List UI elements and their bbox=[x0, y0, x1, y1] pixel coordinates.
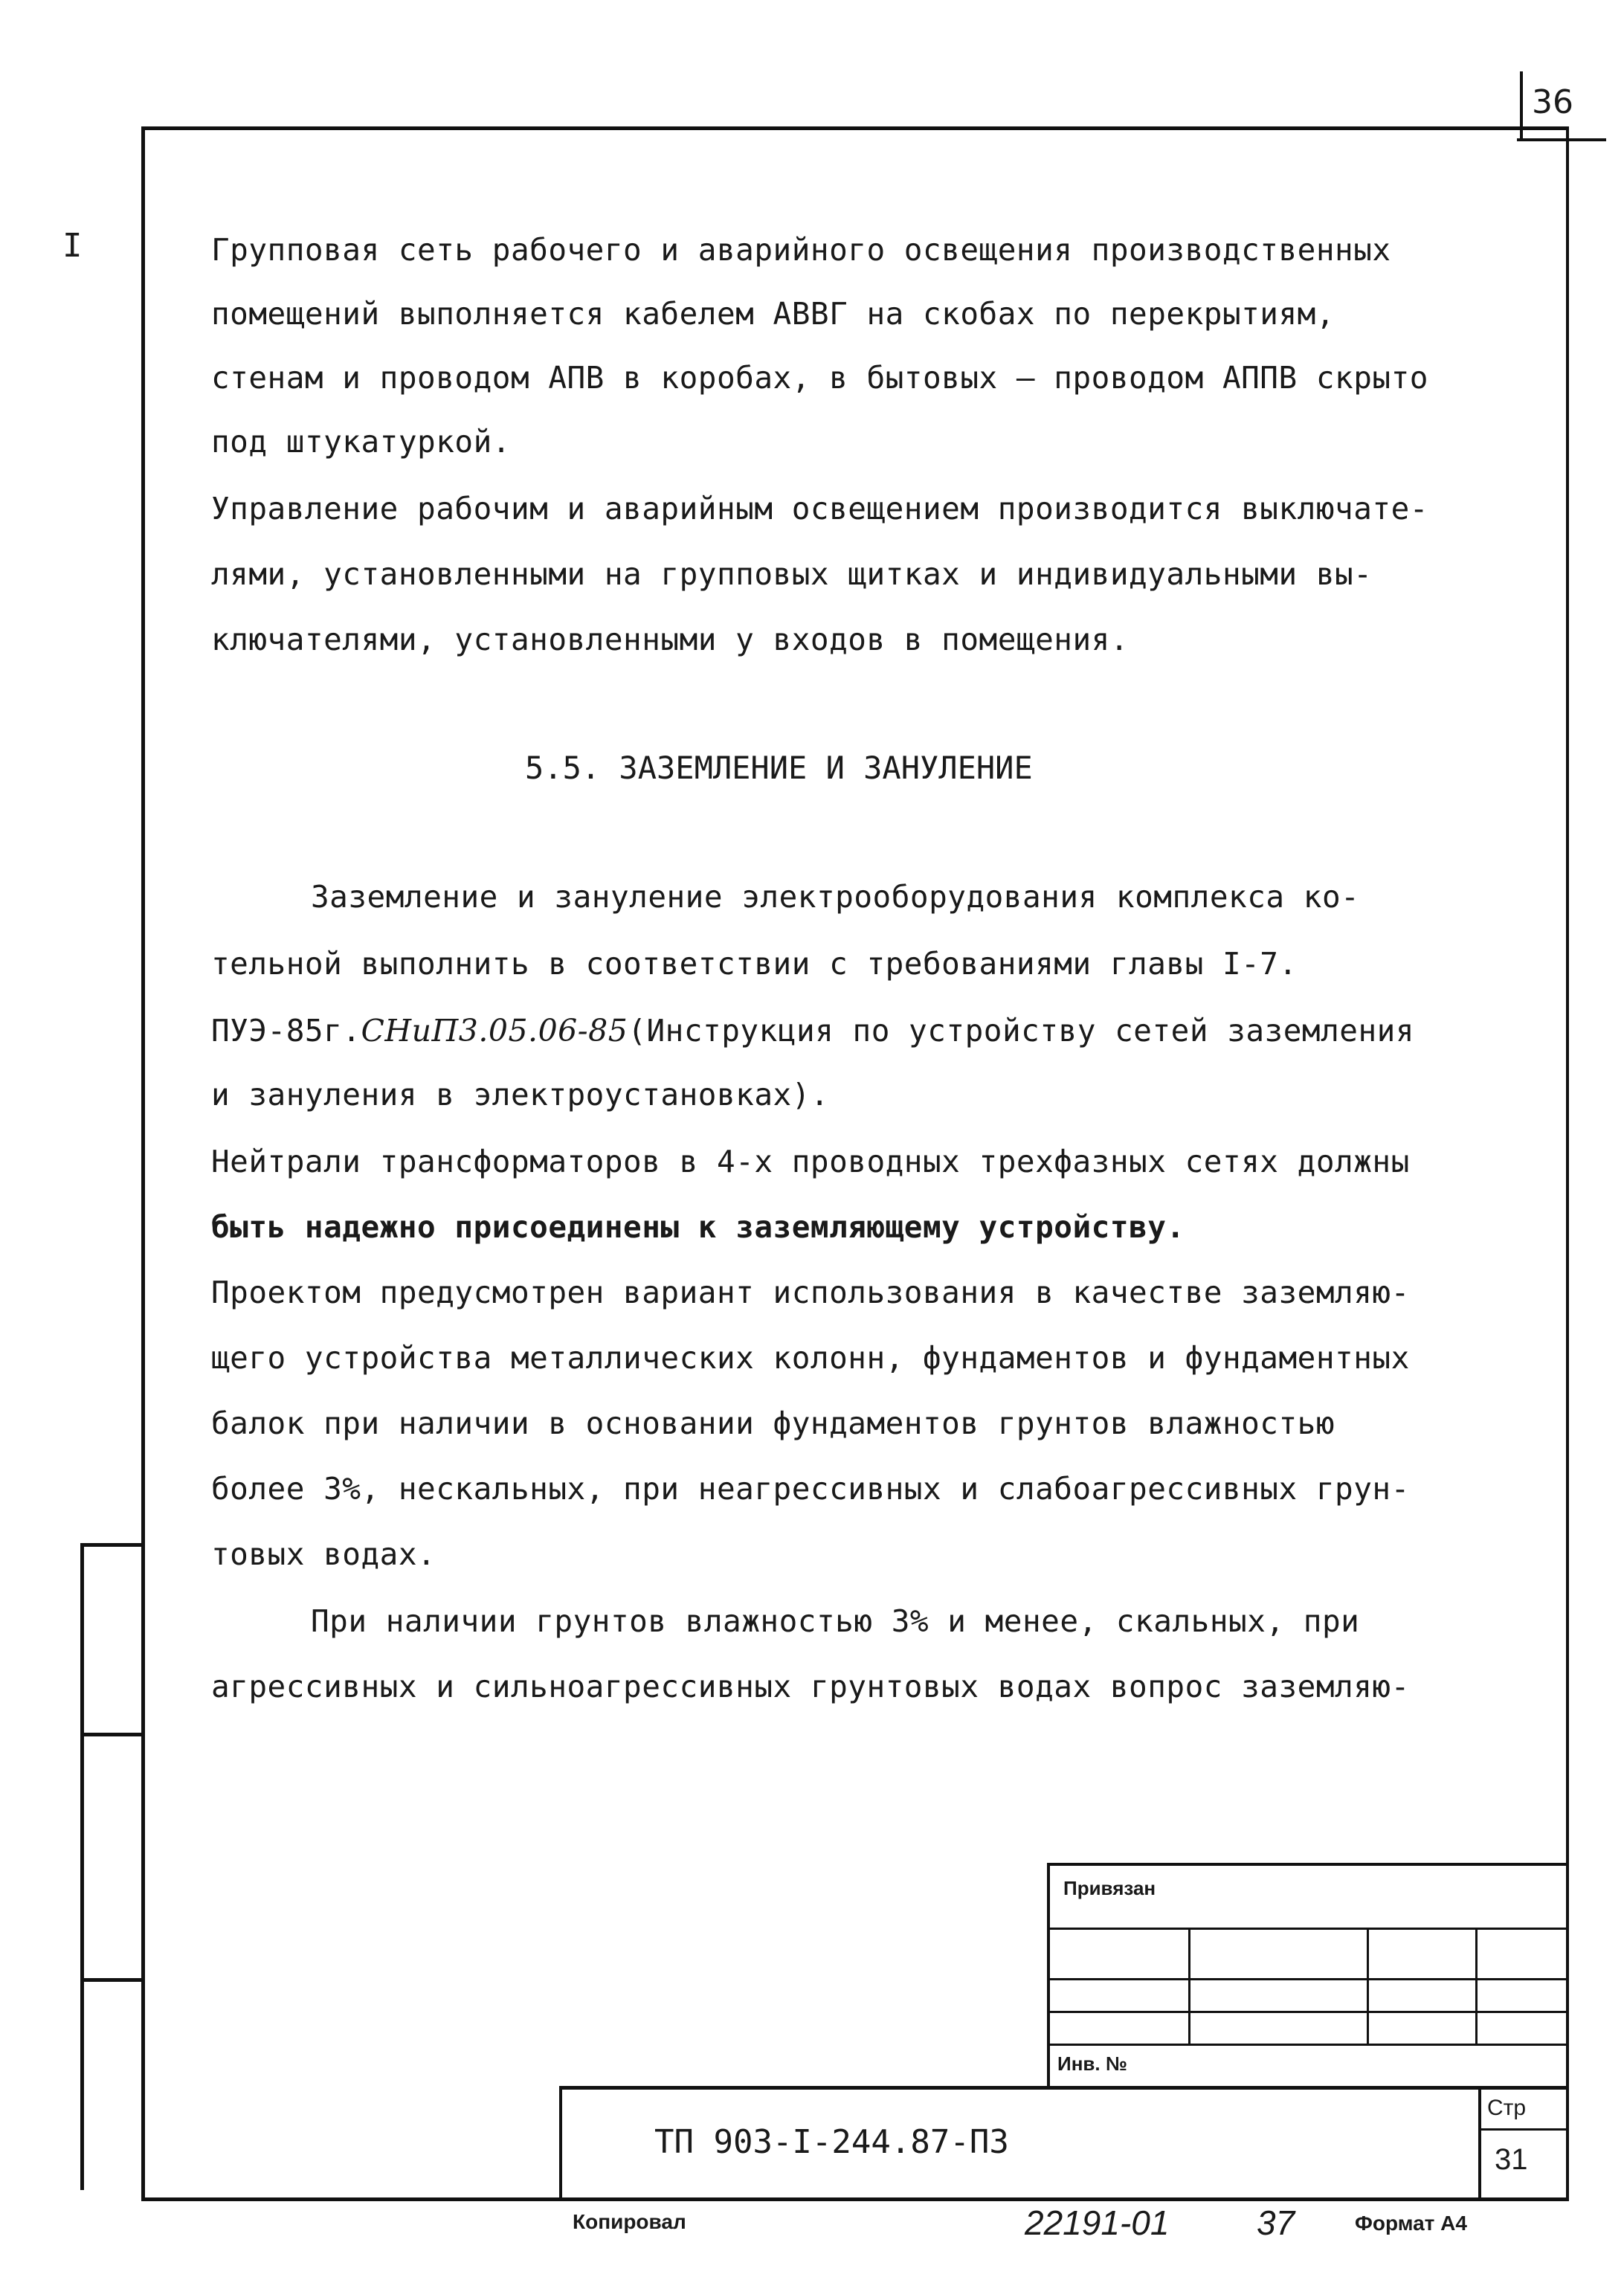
attached-label: Привязан bbox=[1063, 1877, 1156, 1899]
text-line: Заземление и зануление электрооборудования комплекса ко- bbox=[311, 879, 1360, 915]
text-line: ключателями, установленными у входов в помещения. bbox=[211, 622, 1130, 657]
stamp-grid-line bbox=[1367, 1928, 1369, 2044]
text-line: под штукатуркой. bbox=[211, 424, 511, 460]
text-line: Групповая сеть рабочего и аварийного освещения производственных bbox=[211, 232, 1391, 268]
text-line: лями, установленными на групповых щитках и индивидуальными вы- bbox=[211, 556, 1373, 592]
inventory-number-label: Инв. № bbox=[1057, 2052, 1127, 2075]
text-line: товых водах. bbox=[211, 1536, 436, 1572]
text-line: быть надежно присоединены к заземляющему устройству. bbox=[211, 1209, 1185, 1245]
stamp-grid-line bbox=[1047, 1978, 1569, 1980]
sheet-number: 36 bbox=[1532, 83, 1573, 121]
page-number: 31 bbox=[1495, 2143, 1528, 2176]
stamp-grid-line bbox=[1047, 2044, 1569, 2046]
margin-tick bbox=[80, 1733, 143, 1736]
margin-tick bbox=[80, 1978, 143, 1982]
section-heading: 5.5. ЗАЗЕМЛЕНИЕ И ЗАНУЛЕНИЕ bbox=[525, 750, 1033, 786]
copied-by-label: Копировал bbox=[573, 2210, 686, 2233]
text-line: Проектом предусмотрен вариант использования в качестве заземляю- bbox=[211, 1275, 1410, 1310]
text-line: Нейтрали трансформаторов в 4-х проводных трехфазных сетях должны bbox=[211, 1144, 1410, 1179]
text-line: агрессивных и сильноагрессивных грунтовых водах вопрос заземляю- bbox=[211, 1669, 1410, 1704]
margin-tick bbox=[80, 1543, 143, 1547]
text-line: балок при наличии в основании фундаментов грунтов влажностью bbox=[211, 1405, 1335, 1441]
text-line-with-handwriting bbox=[211, 1013, 1414, 1049]
text-line: более 3%, нескальных, при неагрессивных и слабоагрессивных грун- bbox=[211, 1471, 1410, 1507]
stamp-grid-line bbox=[1047, 1928, 1569, 1930]
format-label: Формат А4 bbox=[1355, 2212, 1467, 2235]
stamp-grid-line bbox=[1188, 1928, 1190, 2044]
text-segment: ПУЭ-85г. bbox=[211, 1013, 361, 1049]
text-line: и зануления в электроустановках). bbox=[211, 1077, 830, 1112]
stamp-grid-line bbox=[1047, 2011, 1569, 2013]
text-line: тельной выполнить в соответствии с требованиями главы I-7. bbox=[211, 946, 1298, 982]
margin-revision-mark: I bbox=[62, 227, 83, 265]
text-line: щего устройства металлических колонн, фундаментов и фундаментных bbox=[211, 1340, 1410, 1376]
text-line: Управление рабочим и аварийным освещением производится выключате- bbox=[211, 491, 1428, 527]
stamp-grid-line bbox=[1475, 1928, 1478, 2044]
margin-side-column bbox=[80, 1543, 141, 2190]
document-code: ТП 903-I-244.87-ПЗ bbox=[654, 2123, 1009, 2161]
page-cell-divider bbox=[1478, 2128, 1569, 2131]
text-segment: (Инструкция по устройству сетей заземления bbox=[628, 1013, 1415, 1049]
page-label: Стр bbox=[1487, 2096, 1527, 2120]
text-line: помещений выполняется кабелем АВВГ на скобах по перекрытиям, bbox=[211, 296, 1335, 332]
text-line: стенам и проводом АПВ в коробах, в бытовых – проводом АППВ скрыто bbox=[211, 360, 1428, 396]
order-number: 22191-01 bbox=[1025, 2203, 1170, 2242]
handwritten-sheet-number: 37 bbox=[1257, 2203, 1295, 2242]
text-line: При наличии грунтов влажностью 3% и менее, скальных, при bbox=[311, 1603, 1360, 1639]
handwritten-insertion: СНиП3.05.06-85 bbox=[361, 1013, 628, 1049]
